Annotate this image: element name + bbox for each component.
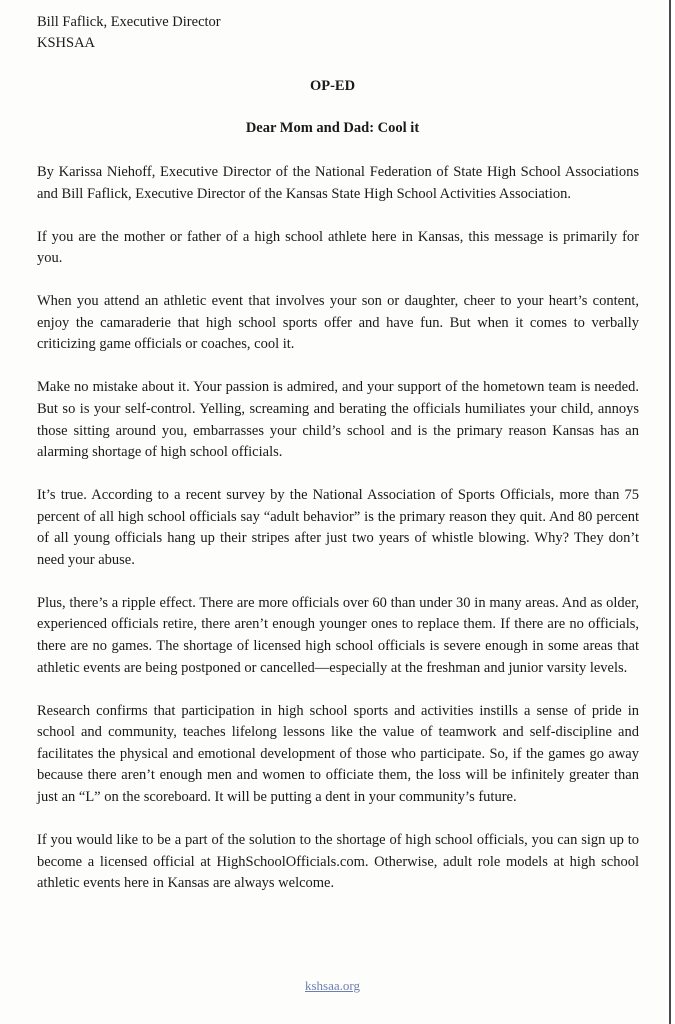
byline-paragraph: By Karissa Niehoff, Executive Director of the National Federation of State High School Associations and Bill Faflick, Executive Director of the Kansas State High School Activities Association. (37, 164, 639, 202)
section-label: OP-ED (309, 78, 356, 94)
closing-paragraph: If you would like to be a part of the solution to the shortage of high school officials, you can sign up to become a licensed official at HighSchoolOfficials.com. Otherwise, adult role models at high school athletic events here in Kansas are always welcome. (37, 831, 639, 892)
body-paragraph: Research confirms that participation in high school sports and activities instills a sense of pride in school and community, teaches lifelong lessons like the value of teamwork and self-discipline and facilitates the physical and emotional development of those who participate. So, if the games go away because there aren’t enough men and women to officiate them, the loss will be infinitely greater than just an “L” on the scoreboard. It will be putting a dent in your community’s future. (37, 702, 639, 805)
article-body (37, 162, 639, 916)
body-paragraph: Make no mistake about it. Your passion is admired, and your support of the hometown team is needed. But so is your self-control. Yelling, screaming and berating the officials humiliates your child, annoys those sitting around you, embarrasses your child’s school and is the primary reason Kansas has an alarming shortage of high school officials. (37, 379, 639, 461)
letterhead (37, 12, 221, 54)
body-paragraph: Plus, there’s a ripple effect. There are more officials over 60 than under 30 in many areas. And as older, experienced officials retire, there aren’t enough younger ones to replace them. If there are no officials, there are no games. The shortage of licensed high school officials is severe enough in some areas that athletic events are being postponed or cancelled—especially at the freshman and junior varsity levels. (37, 594, 639, 676)
author-line: Bill Faflick, Executive Director (37, 14, 221, 30)
footer-website-link[interactable]: kshsaa.org (304, 978, 360, 993)
body-paragraph: If you are the mother or father of a high school athlete here in Kansas, this message is primarily for you. (37, 228, 639, 267)
body-paragraph: When you attend an athletic event that involves your son or daughter, cheer to your heart’s content, enjoy the camaraderie that high school sports offer and have fun. But when it comes to verbally criticizing game officials or coaches, cool it. (37, 293, 639, 353)
organization-line: KSHSAA (37, 35, 96, 51)
headline: Dear Mom and Dad: Cool it (245, 120, 420, 136)
page-border (669, 0, 671, 1024)
body-paragraph: It’s true. According to a recent survey by the National Association of Sports Officials, more than 75 percent of all high school officials say “adult behavior” is the primary reason they quit. And 80 percent of all young officials hang up their stripes after just two years of whistle blowing. Why? They don’t need your abuse. (37, 487, 639, 568)
